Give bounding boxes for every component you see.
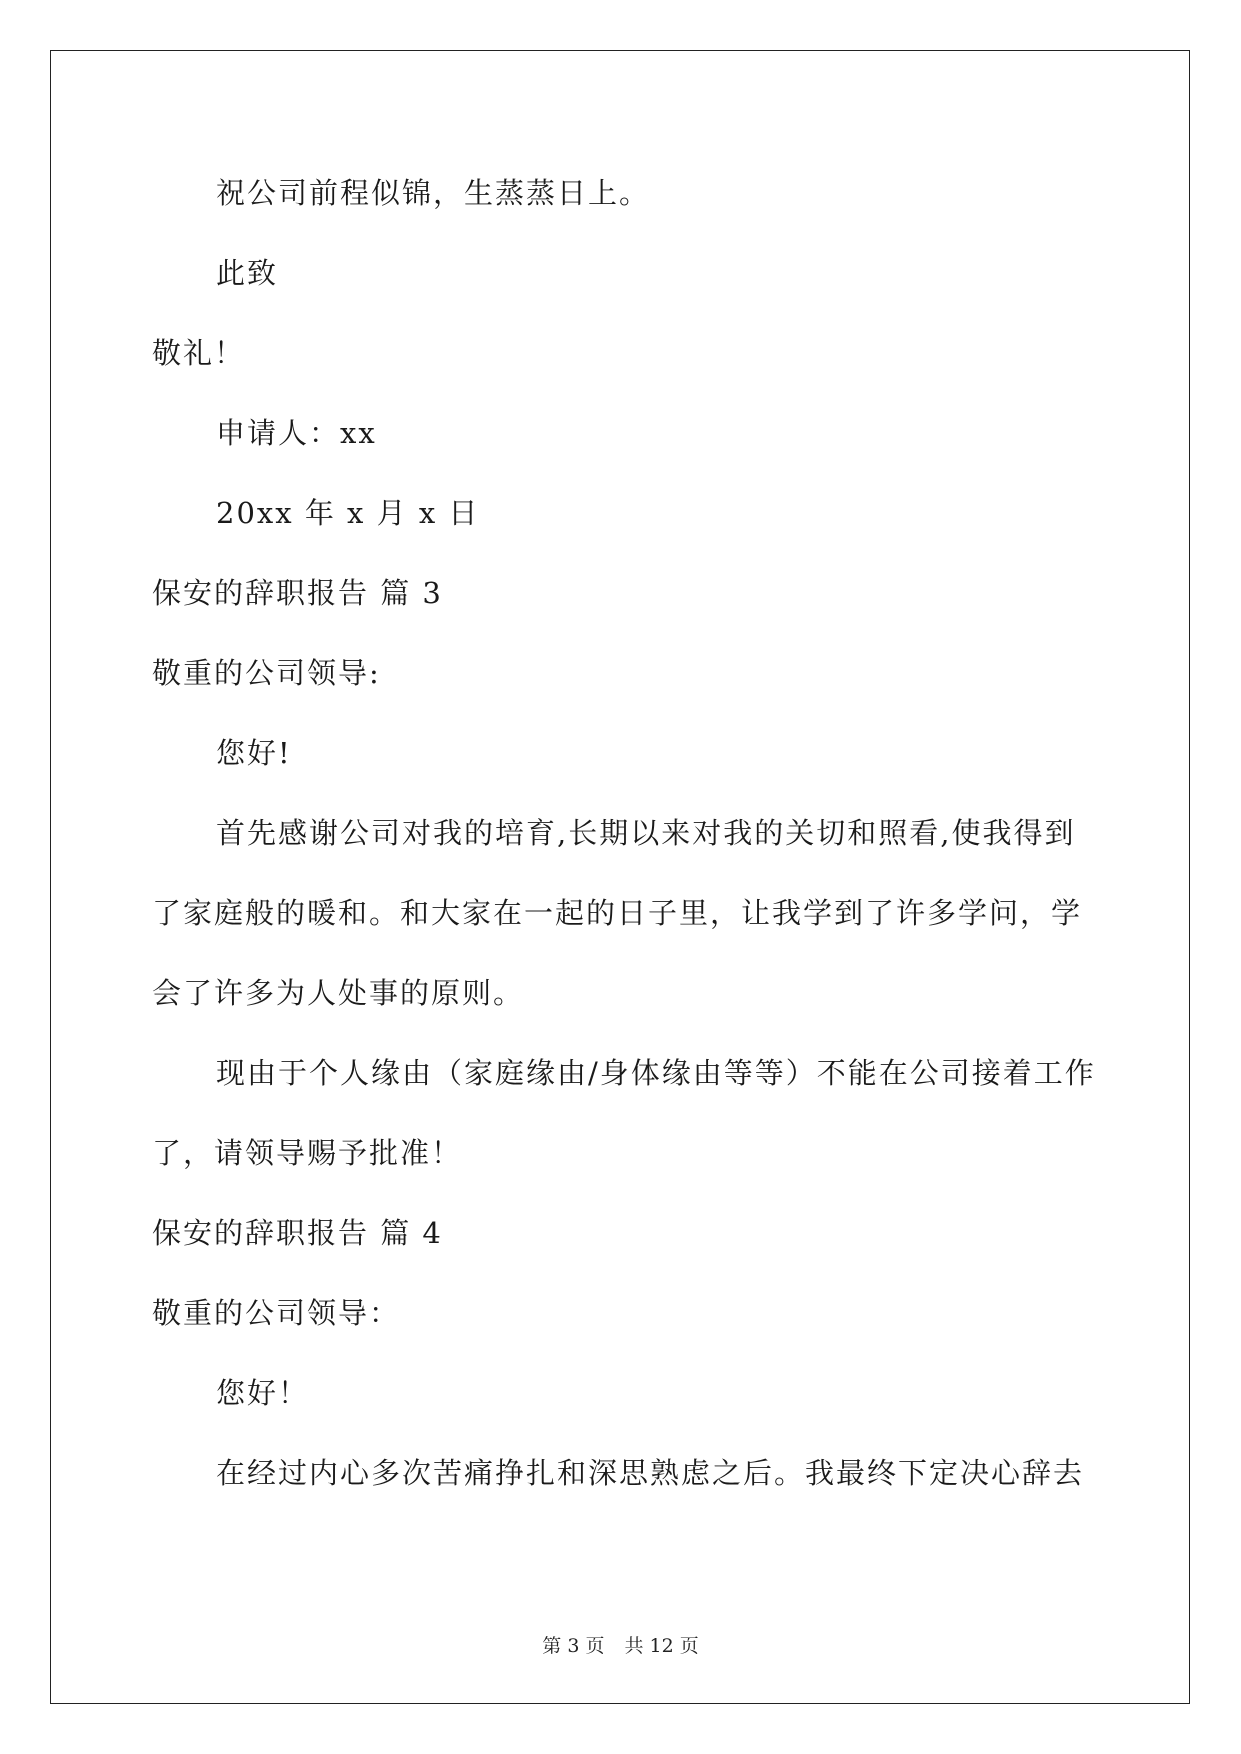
section-heading-4: 保安的辞职报告 篇 4 <box>152 1216 443 1250</box>
section-heading-3: 保安的辞职报告 篇 3 <box>152 576 443 610</box>
greeting-hello: 您好！ <box>216 1376 310 1410</box>
page-footer <box>0 1633 1241 1659</box>
body-paragraph-line: 了，请领导赐予批准！ <box>152 1136 463 1170</box>
greeting-recipient: 敬重的公司领导: <box>152 656 381 690</box>
greeting-recipient: 敬重的公司领导： <box>152 1296 401 1330</box>
greeting-hello: 您好! <box>216 736 292 770</box>
salutation-ci-zhi: 此致 <box>216 256 279 290</box>
applicant-line: 申请人：xx <box>216 416 377 450</box>
page-number-total: 共 12 页 <box>624 1635 699 1657</box>
page-number-current: 第 3 页 <box>542 1635 605 1657</box>
body-paragraph-line: 会了许多为人处事的原则。 <box>152 976 525 1010</box>
body-paragraph-line: 首先感谢公司对我的培育,长期以来对我的关切和照看,使我得到 <box>216 816 1076 850</box>
body-paragraph-line: 在经过内心多次苦痛挣扎和深思熟虑之后。我最终下定决心辞去 <box>216 1456 1085 1490</box>
body-paragraph-line: 现由于个人缘由（家庭缘由/身体缘由等等）不能在公司接着工作 <box>216 1056 1096 1090</box>
closing-wish: 祝公司前程似锦，生蒸蒸日上。 <box>216 176 651 210</box>
body-paragraph-line: 了家庭般的暖和。和大家在一起的日子里，让我学到了许多学问，学 <box>152 896 1083 930</box>
date-line: 20xx 年 x 月 x 日 <box>216 496 480 530</box>
salutation-jing-li: 敬礼！ <box>152 336 246 370</box>
